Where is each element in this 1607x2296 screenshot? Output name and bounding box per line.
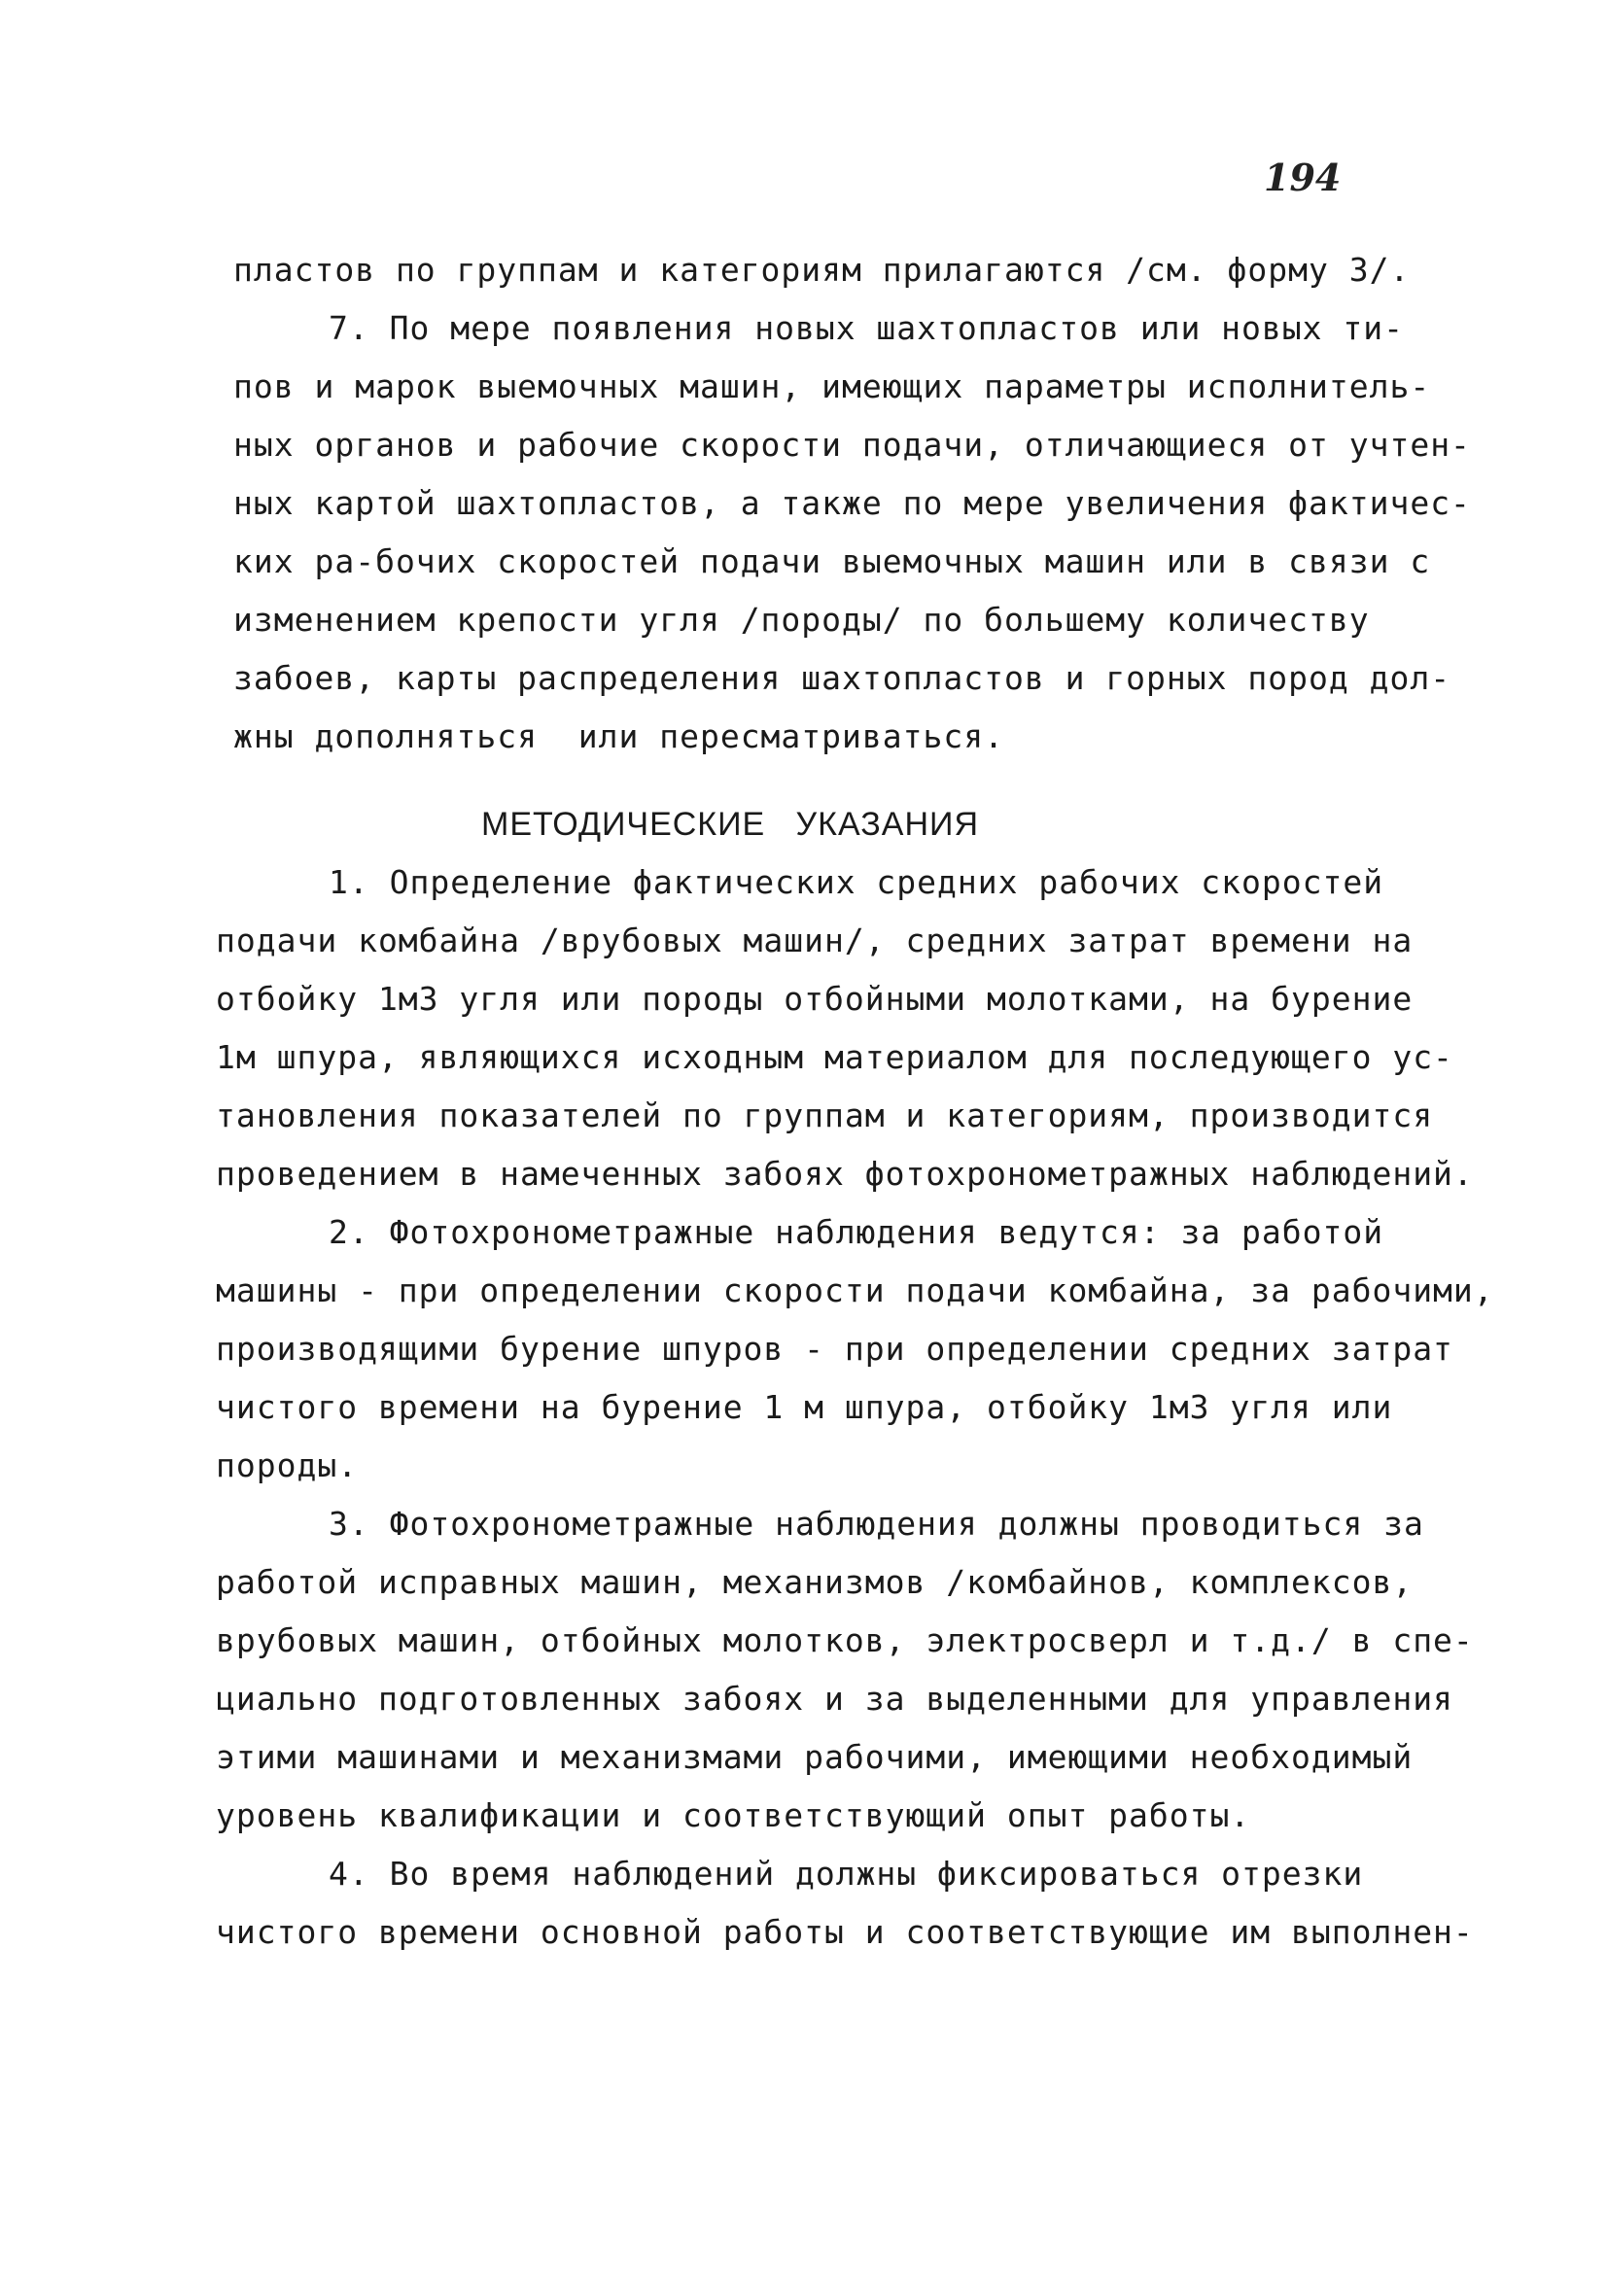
text-line: уровень квалификации и соответствующий опыт работы. xyxy=(216,1796,1251,1834)
text-line: забоев, карты распределения шахтопластов и горных пород дол- xyxy=(233,659,1451,697)
text-line: циально подготовленных забоях и за выделенными для управления xyxy=(216,1680,1453,1718)
text-line: чистого времени на бурение 1 м шпура, отбойку 1м3 угля или xyxy=(216,1388,1393,1426)
text-line: 2. Фотохронометражные наблюдения ведутся: за работой xyxy=(329,1213,1384,1251)
text-line: отбойку 1м3 угля или породы отбойными молотками, на бурение xyxy=(216,980,1414,1018)
text-line: 4. Во время наблюдений должны фиксироваться отрезки xyxy=(329,1855,1364,1893)
text-line: ных органов и рабочие скорости подачи, отличающиеся от учтен- xyxy=(233,426,1471,464)
text-line: жны дополняться или пересматриваться. xyxy=(233,717,1004,755)
text-line: подачи комбайна /врубовых машин/, средних затрат времени на xyxy=(216,922,1414,959)
text-line: врубовых машин, отбойных молотков, электросверл и т.д./ в спе- xyxy=(216,1621,1474,1659)
page-number: 194 xyxy=(1264,156,1342,199)
text-line: проведением в намеченных забоях фотохронометражных наблюдений. xyxy=(216,1155,1474,1193)
text-line: ных картой шахтопластов, а также по мере увеличения фактичес- xyxy=(233,484,1471,522)
text-line: работой исправных машин, механизмов /комбайнов, комплексов, xyxy=(216,1563,1414,1601)
text-line: тановления показателей по группам и категориям, производится xyxy=(216,1096,1434,1134)
text-line: ких ра-бочих скоростей подачи выемочных машин или в связи с xyxy=(233,542,1431,580)
text-line: этими машинами и механизмами рабочими, имеющими необходимый xyxy=(216,1738,1414,1776)
section-heading: МЕТОДИЧЕСКИЕ УКАЗАНИЯ xyxy=(481,806,980,843)
text-line: пов и марок выемочных машин, имеющих параметры исполнитель- xyxy=(233,367,1431,405)
text-line: породы. xyxy=(216,1446,359,1484)
text-line: 1. Определение фактических средних рабочих скоростей xyxy=(329,863,1384,901)
text-line: чистого времени основной работы и соответствующие им выполнен- xyxy=(216,1913,1474,1951)
text-line: 3. Фотохронометражные наблюдения должны проводиться за xyxy=(329,1505,1424,1543)
text-line: производящими бурение шпуров - при определении средних затрат xyxy=(216,1330,1453,1368)
text-line: машины - при определении скорости подачи комбайна, за рабочими, xyxy=(216,1271,1494,1309)
text-line: 7. По мере появления новых шахтопластов или новых ти- xyxy=(329,309,1404,347)
text-line: 1м шпура, являющихся исходным материалом для последующего ус- xyxy=(216,1038,1453,1076)
text-line: пластов по группам и категориям прилагаются /см. форму 3/. xyxy=(233,251,1411,289)
text-line: изменением крепости угля /породы/ по большему количеству xyxy=(233,601,1370,639)
